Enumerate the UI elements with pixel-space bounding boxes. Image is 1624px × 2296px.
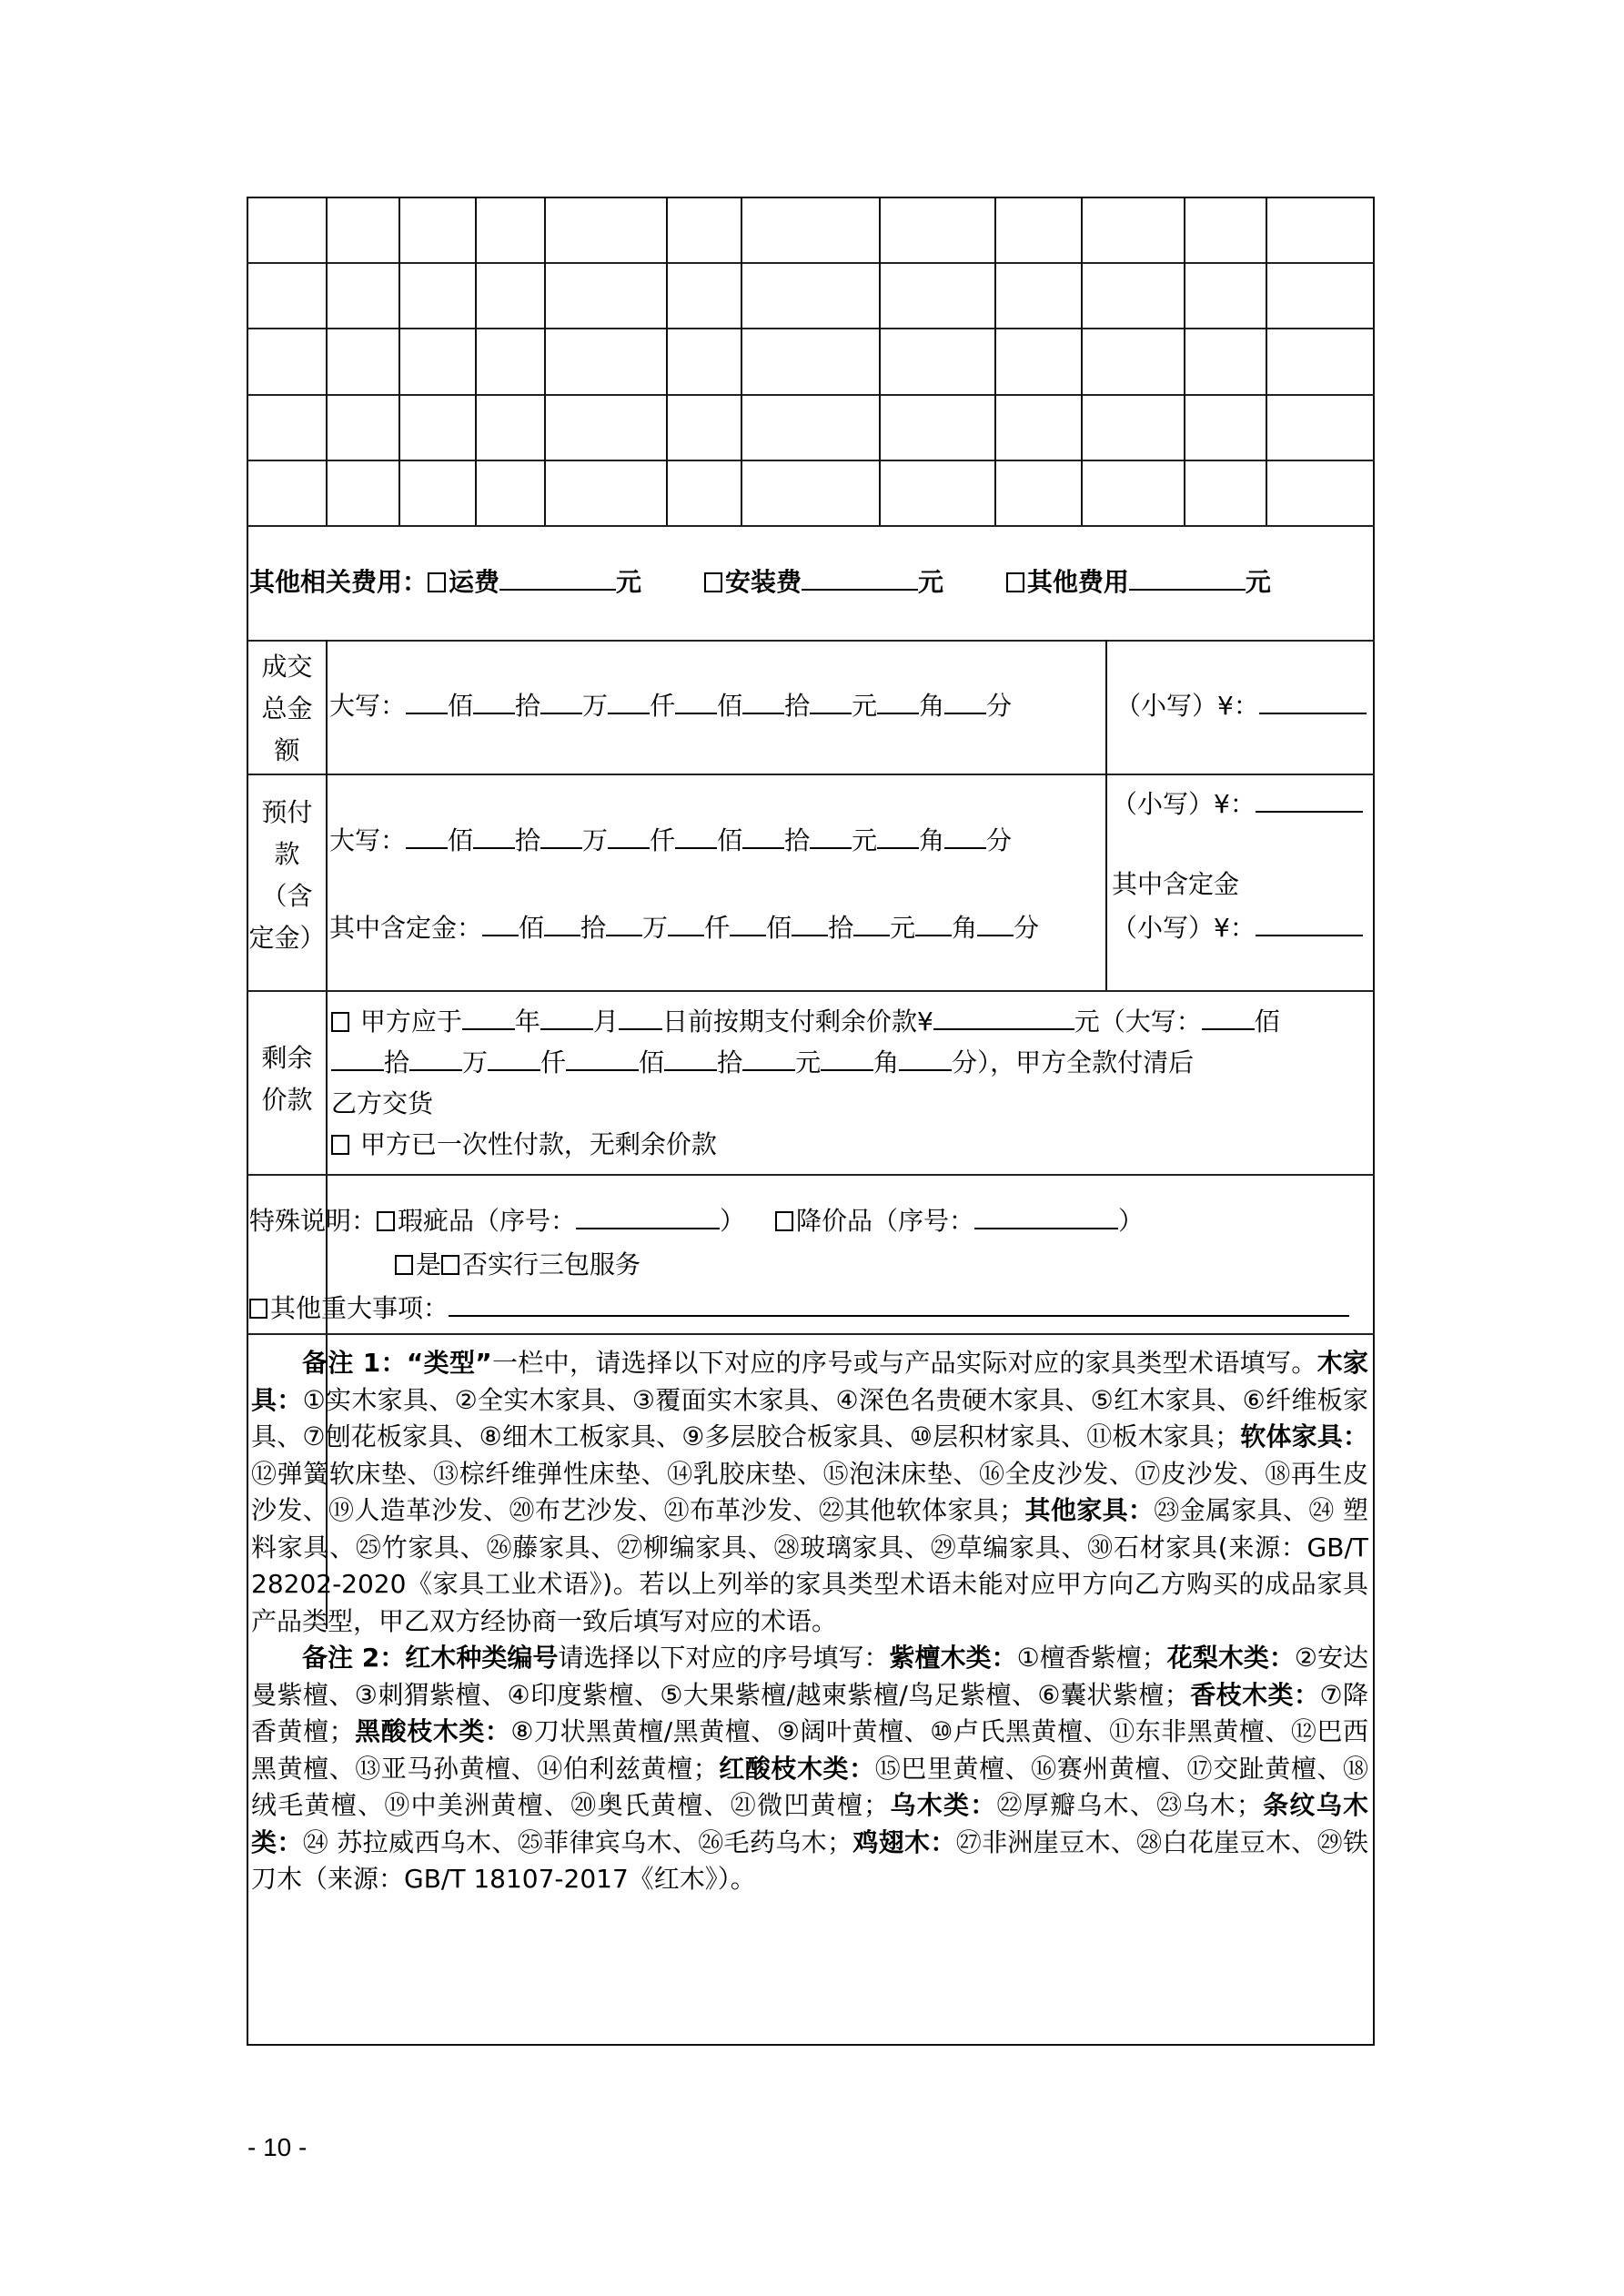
amount-unit-label: 角	[919, 691, 945, 721]
note-2	[251, 1640, 1368, 1898]
note-heading: 花梨木类：	[1166, 1643, 1295, 1673]
freight-input[interactable]	[499, 565, 616, 591]
amount-digit-input[interactable]	[977, 911, 1014, 936]
amount-digit-input[interactable]	[540, 689, 582, 714]
amount-digit-input[interactable]	[675, 824, 717, 849]
prepayment-xiaoxie-input[interactable]	[1256, 787, 1363, 813]
amount-digit-input[interactable]	[608, 689, 650, 714]
amount-digit-input[interactable]	[664, 1046, 717, 1071]
note-heading: 香枝木类：	[1189, 1679, 1320, 1710]
daxie-prefix: 大写：	[329, 825, 407, 855]
amount-digit-input[interactable]	[406, 824, 448, 849]
amount-unit-label: 角	[919, 825, 945, 855]
remaining-option1	[331, 1001, 1280, 1165]
amount-unit-label: 分	[1014, 913, 1040, 943]
discount-label: 降价品（序号：	[795, 1206, 974, 1236]
grid-col-divider	[398, 197, 400, 525]
xiaoxie-label: （小写）¥：	[1112, 789, 1256, 819]
amount-digit-input[interactable]	[742, 824, 784, 849]
note-text: ⑫弹簧软床垫、⑬棕纤维弹性床垫、⑭乳胶床垫、⑮泡沫床垫、⑯全皮沙发、⑰皮沙发、⑱再生皮沙发、⑲人造革沙发、⑳布艺沙发、㉑布革沙发、㉒其他软体家具；	[251, 1458, 1368, 1525]
grid-row-divider	[247, 394, 1375, 396]
day-label: 日前按期支付剩余价款¥	[661, 1006, 933, 1037]
amount-digit-input[interactable]	[853, 911, 890, 936]
remaining-option2-text: 甲方已一次性付款，无剩余价款	[359, 1129, 717, 1159]
bai-label: 佰	[1254, 1006, 1280, 1037]
note-text: 请选择以下对应的序号填写：	[558, 1643, 890, 1673]
total-xiaoxie-input[interactable]	[1259, 689, 1367, 714]
note-text: ㉓金属家具、㉔ 塑料家具、㉕竹家具、㉖藤家具、㉗柳编家具、㉘玻璃家具、㉙草编家具、㉚石材家具(来源：GB/T 28202-2020《家具工业术语》)。若以上列举的家具类型术语未能对应甲方向乙方购买的成品家具产品类型，甲乙双方经协商一致后填写对应的术语。	[251, 1495, 1368, 1636]
remaining-text: 分），甲方全款付清后	[952, 1047, 1195, 1077]
install-label: 安装费	[724, 567, 802, 597]
month-input[interactable]	[540, 1005, 593, 1030]
note-heading: 紫檀木类：	[889, 1643, 1017, 1673]
label-line: 额	[274, 735, 300, 765]
install-checkbox[interactable]	[704, 572, 722, 592]
grid-col-divider	[1081, 197, 1083, 525]
amount-unit-label: 拾	[717, 1047, 743, 1077]
deposit-units[interactable]	[482, 913, 1039, 943]
warranty-label: 否实行三包服务	[462, 1249, 641, 1279]
freight-unit: 元	[616, 567, 642, 597]
note-text: ①檀香紫檀；	[1016, 1643, 1167, 1673]
label-line: 成交	[261, 652, 313, 682]
grid-col-divider	[741, 197, 742, 525]
grid-row-divider	[247, 460, 1375, 461]
other-fee-input[interactable]	[1129, 565, 1246, 591]
label-line: （含	[261, 881, 313, 911]
amount-digit-input[interactable]	[540, 824, 582, 849]
day-input[interactable]	[619, 1005, 662, 1030]
note-heading: 条纹乌木类：	[251, 1790, 1368, 1857]
warranty-yes-checkbox[interactable]	[395, 1255, 413, 1275]
amount-unit-label: 佰	[519, 913, 545, 943]
amount-digit-input[interactable]	[944, 689, 986, 714]
amount-unit-label: 佰	[717, 691, 743, 721]
special-label: 特殊说明：	[249, 1206, 378, 1236]
xiaoxie-col-divider	[1105, 640, 1107, 990]
grid-col-divider	[994, 197, 996, 525]
amount-unit-label: 拾	[828, 913, 854, 943]
amount-unit-label: 元	[890, 913, 916, 943]
label-line: 定金）	[248, 923, 326, 953]
other-major-input[interactable]	[449, 1291, 1349, 1317]
amount-unit-label: 拾	[515, 691, 541, 721]
other-major-label: 其他重大事项：	[270, 1293, 449, 1323]
amount-unit-label: 拾	[515, 825, 541, 855]
grid-row-divider	[247, 262, 1375, 264]
note-heading: 其他家具：	[1024, 1495, 1155, 1525]
amount-unit-label: 万	[642, 913, 669, 943]
grid-col-divider	[879, 197, 881, 525]
amount-unit-label: 佰	[766, 913, 792, 943]
total-amount-label	[248, 646, 326, 772]
note-heading: 鸡翅木：	[852, 1826, 956, 1857]
amount-digit-input[interactable]	[877, 689, 919, 714]
year-input[interactable]	[462, 1005, 515, 1030]
discount-checkbox[interactable]	[775, 1211, 793, 1231]
deposit-xiaoxie	[1112, 910, 1363, 946]
amount-digit-input[interactable]	[810, 689, 852, 714]
page-number: - 10 -	[247, 2133, 308, 2161]
note-heading: 备注 1：“类型”	[302, 1348, 492, 1378]
amount-unit-label: 万	[582, 691, 609, 721]
note-heading: 备注 2：红木种类编号	[302, 1643, 559, 1673]
row-divider	[247, 640, 1375, 642]
daxie-prefix: 大写：	[329, 691, 407, 721]
amount-digit-input[interactable]	[473, 824, 515, 849]
other-major-checkbox[interactable]	[249, 1299, 267, 1319]
daxie-units[interactable]	[406, 691, 1012, 721]
note-heading: 红酸枝木类：	[718, 1753, 875, 1784]
amount-unit-label: 万	[582, 825, 609, 855]
note-text: 一栏中，请选择以下对应的序号或与产品实际对应的家具类型术语填写。	[491, 1348, 1317, 1378]
amount-digit-input[interactable]	[877, 824, 919, 849]
amount-digit-input[interactable]	[810, 824, 852, 849]
amount-digit-input[interactable]	[473, 689, 515, 714]
note-text: ⑧刀状黑黄檀/黑黄檀、⑨阔叶黄檀、⑩卢氏黑黄檀、⑪东非黑黄檀、⑫巴西黑黄檀、⑬亚马孙黄檀、⑭伯利兹黄檀；	[251, 1716, 1368, 1784]
amount-unit-label: 佰	[448, 825, 474, 855]
grid-col-divider	[1184, 197, 1185, 525]
amount-digit-input[interactable]	[668, 911, 704, 936]
amount-digit-input[interactable]	[606, 911, 642, 936]
row-divider	[247, 1174, 1375, 1176]
daxie-units[interactable]	[406, 825, 1012, 855]
note-text: ㉒厚瓣乌木、㉓乌木；	[996, 1790, 1262, 1820]
remaining-text: 甲方应于	[359, 1006, 462, 1037]
deposit-prefix: 其中含定金：	[329, 913, 483, 943]
amount-unit-label: 仟	[540, 1047, 567, 1077]
amount-digit-input[interactable]	[675, 689, 717, 714]
other-fee-unit: 元	[1245, 567, 1271, 597]
amount-digit-input[interactable]	[742, 1046, 795, 1071]
other-fee-checkbox[interactable]	[1006, 572, 1024, 592]
amount-unit-label: 角	[952, 913, 978, 943]
remaining-option1-checkbox[interactable]	[331, 1012, 349, 1032]
grid-row-divider	[247, 525, 1375, 527]
freight-checkbox[interactable]	[428, 572, 446, 592]
deposit-label: 其中含定金	[1112, 869, 1240, 899]
amount-digit-input[interactable]	[406, 689, 448, 714]
xiaoxie-label: （小写）¥：	[1115, 691, 1259, 721]
prepayment-xiaoxie	[1112, 786, 1363, 823]
paren: ）	[720, 1206, 746, 1236]
total-xiaoxie	[1115, 688, 1367, 724]
amount-digit-input[interactable]	[899, 1046, 952, 1071]
grid-col-divider	[544, 197, 546, 525]
freight-label: 运费	[449, 567, 500, 597]
row-divider	[247, 990, 1375, 992]
amount-unit-label: 仟	[650, 691, 676, 721]
amount-digit-input[interactable]	[488, 1046, 540, 1071]
amount-digit-input[interactable]	[792, 911, 828, 936]
remaining-option2-checkbox[interactable]	[331, 1135, 349, 1155]
paren: ）	[1117, 1206, 1144, 1236]
amount-unit-label: 元	[852, 825, 878, 855]
amount-digit-input[interactable]	[331, 1046, 384, 1071]
remaining-text-line3: 乙方交货	[331, 1088, 434, 1118]
grid-col-divider	[326, 197, 328, 525]
remaining-daxie-line	[331, 1042, 1280, 1083]
label-line: 剩余	[261, 1043, 313, 1073]
amount-digit-input[interactable]	[730, 911, 766, 936]
amount-unit-label: 佰	[717, 825, 743, 855]
note-heading: 黑酸枝木类：	[354, 1716, 511, 1746]
remaining-label	[248, 1037, 326, 1121]
amount-unit-label: 佰	[448, 691, 474, 721]
amount-unit-label: 元	[795, 1047, 822, 1077]
defect-number-input[interactable]	[576, 1204, 720, 1229]
amount-unit-label: 元	[852, 691, 878, 721]
label-line: 价款	[261, 1085, 313, 1115]
note-heading: 软体家具：	[1240, 1421, 1368, 1451]
amount-unit-label: 仟	[650, 825, 676, 855]
amount-unit-label: 拾	[580, 913, 607, 943]
amount-digit-input[interactable]	[409, 1046, 462, 1071]
install-unit: 元	[917, 567, 943, 597]
amount-unit-label: 分	[986, 691, 1013, 721]
yes-label: 是	[416, 1249, 442, 1279]
prepayment-daxie	[329, 823, 1012, 859]
other-fee-label: 其他费用	[1026, 567, 1129, 597]
bai-input[interactable]	[1202, 1005, 1255, 1030]
grid-col-divider	[666, 197, 668, 525]
special-section	[249, 1199, 1349, 1330]
amount-digit-input[interactable]	[742, 689, 784, 714]
install-input[interactable]	[802, 565, 918, 591]
amount-digit-input[interactable]	[544, 911, 580, 936]
amount-digit-input[interactable]	[821, 1046, 873, 1071]
note-heading: 乌木类：	[889, 1790, 997, 1820]
total-daxie	[329, 688, 1012, 724]
label-line: 总金	[261, 693, 313, 723]
row-divider	[247, 774, 1375, 775]
note-text: ①实木家具、②全实木家具、③覆面实木家具、④深色名贵硬木家具、⑤红木家具、⑥纤维板家具、⑦刨花板家具、⑧细木工板家具、⑨多层胶合板家具、⑩层积材家具、⑪板木家具；	[251, 1384, 1368, 1451]
amount-unit-label: 仟	[704, 913, 731, 943]
note-text: ⑮巴里黄檀、⑯赛州黄檀、⑰交趾黄檀、⑱绒毛黄檀、⑲中美洲黄檀、⑳奥氏黄檀、㉑微凹黄檀；	[251, 1753, 1368, 1820]
month-label: 月	[592, 1006, 619, 1037]
amount-digit-input[interactable]	[566, 1046, 639, 1071]
warranty-no-checkbox[interactable]	[441, 1255, 459, 1275]
deposit-xiaoxie-input[interactable]	[1256, 911, 1363, 936]
label-line: 预付	[261, 797, 313, 827]
amount-digit-input[interactable]	[482, 911, 519, 936]
grid-col-divider	[1266, 197, 1267, 525]
amount-unit-label: 拾	[384, 1047, 410, 1077]
amount-digit-input[interactable]	[915, 911, 952, 936]
amount-digit-input[interactable]	[608, 824, 650, 849]
note-text: ㉗非洲崖豆木、㉘白花崖豆木、㉙铁刀木（来源：GB/T 18107-2017《红木》）。	[251, 1826, 1368, 1894]
amount-unit-label: 角	[873, 1047, 900, 1077]
other-fees-row	[249, 564, 1271, 601]
discount-number-input[interactable]	[974, 1204, 1118, 1229]
year-label: 年	[514, 1006, 540, 1037]
defect-checkbox[interactable]	[377, 1211, 395, 1231]
note-1	[251, 1345, 1368, 1640]
prepayment-deposit-daxie	[329, 910, 1039, 946]
remaining-amount-input[interactable]	[933, 1005, 1074, 1030]
note-text: ㉔ 苏拉威西乌木、㉕菲律宾乌木、㉖毛药乌木；	[302, 1826, 852, 1857]
grid-row-divider	[247, 328, 1375, 329]
prepayment-label	[248, 792, 326, 959]
note-text: ②安达曼紫檀、③刺猬紫檀、④印度紫檀、⑤大果紫檀/越柬紫檀/鸟足紫檀、⑥囊状紫檀；	[251, 1643, 1368, 1710]
amount-unit-label: 万	[462, 1047, 489, 1077]
amount-unit-label: 拾	[784, 825, 811, 855]
other-fees-label: 其他相关费用：	[249, 567, 429, 597]
amount-digit-input[interactable]	[944, 824, 986, 849]
yuan-daxie-label: 元（大写：	[1074, 1006, 1202, 1037]
defect-label: 瑕疵品（序号：	[398, 1206, 577, 1236]
notes-section	[251, 1345, 1368, 1898]
amount-unit-label: 佰	[639, 1047, 665, 1077]
xiaoxie-label: （小写）¥：	[1112, 913, 1256, 943]
note-text: ⑦降香黄檀；	[251, 1679, 1369, 1746]
amount-unit-label: 分	[986, 825, 1013, 855]
note-heading: 木家具：	[251, 1348, 1368, 1415]
grid-col-divider	[475, 197, 477, 525]
row-divider	[247, 1333, 1375, 1335]
amount-unit-label: 拾	[784, 691, 811, 721]
label-line: 款	[274, 839, 300, 869]
